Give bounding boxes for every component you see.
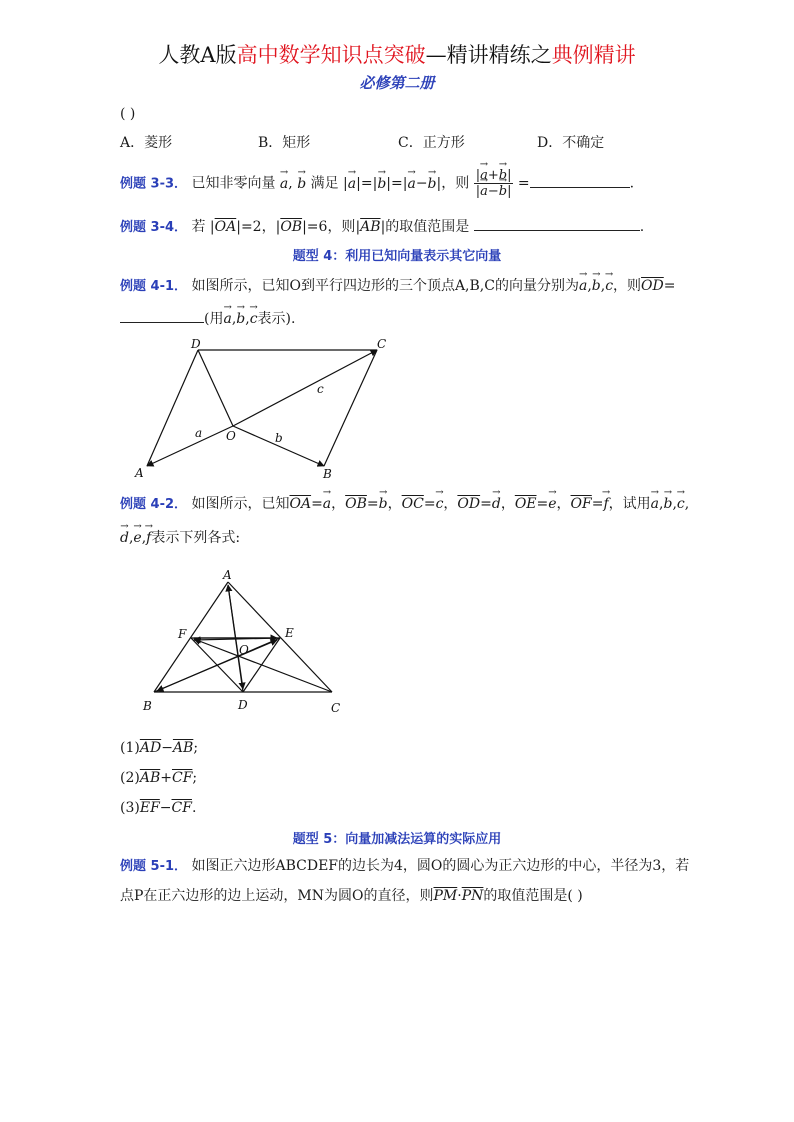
label-f-point: F — [178, 627, 187, 641]
example-5-1: 例题 5-1． 如图正六边形ABCDEF的边长为4，圆O的圆心为正六边形的中心，半径为3，若 — [120, 858, 690, 874]
title-part3: —精讲精练之 — [425, 43, 552, 67]
label-o-point: O — [226, 429, 236, 443]
option-c: C．正方形 — [398, 135, 465, 151]
option-d: D．不确定 — [537, 135, 605, 151]
label-vector-c: c — [317, 382, 324, 396]
label-b-point: B — [143, 699, 152, 713]
label-o-point: O — [239, 643, 249, 657]
label-d-point: D — [238, 698, 248, 712]
title-part1: 人教A版 — [158, 43, 237, 67]
sub-item-2: $(2)\overline{AB}+\overline{CF}$; — [120, 770, 198, 786]
label-c-point: C — [377, 337, 387, 351]
sub-item-1: $(1)\overline{AD}-\overline{AB}$; — [120, 740, 199, 756]
topic-4-heading: 题型 4：利用已知向量表示其它向量 — [292, 249, 502, 264]
example-5-1-line2: 点P在正六边形的边上运动，MN为圆O的直径，则$\overline{PM}\cdot\overline{PN}$的取值范围是( ) — [120, 888, 583, 904]
label-d-point: D — [191, 337, 201, 351]
example-3-3: 例题 3-3． 已知非零向量 → a, → b 满足 |→ a|=|→ b|=|→ a−→ b|，则 $\frac{|\to a+\to b|}{|\to a-\to b|}$ = . — [120, 168, 634, 208]
example-4-1: 例题 4-1． 如图所示，已知O到平行四边形的三个顶点A,B,C的向量分别为→ a,→ b,→ c，则$\overline{OD}=$ — [120, 276, 675, 297]
triangle-figure — [135, 565, 350, 720]
vector-c — [233, 350, 377, 426]
label-a-point: A — [135, 466, 144, 480]
fraction: $\frac{|\to a+\to b|}{|\to a-\to b|}$ — [474, 168, 514, 199]
example-4-1-line2: (用→ a,→ b,→ c表示). — [120, 308, 295, 329]
label-c-point: C — [331, 701, 341, 715]
example-label: 例题 5-1． — [120, 859, 188, 874]
label-vector-b: b — [275, 431, 283, 445]
label-e-point: E — [285, 626, 294, 640]
label-a-point: A — [223, 568, 232, 582]
answer-blank[interactable] — [120, 308, 204, 323]
edge-ad — [147, 350, 198, 466]
edge-cb — [324, 350, 377, 466]
option-b: B．矩形 — [258, 135, 311, 151]
sub-item-3: $(3)\overline{EF}-\overline{CF}$. — [120, 800, 197, 816]
example-4-2: 例题 4-2． 如图所示，已知$\overline{OA}=\to a$，$\overline{OB}=\to b$，$\overline{OC}=\to c$，$\overline{OD}=\to d$，$\overline{OE}=\to e$，$\overline{OF}=\to f$，试用→ a,→ b,→ c, — [120, 494, 689, 515]
answer-blank[interactable] — [530, 173, 630, 188]
page-title — [0, 40, 794, 70]
edge-ac — [228, 582, 332, 692]
answer-paren: ( ) — [120, 106, 136, 122]
example-label: 例题 4-1． — [120, 279, 188, 294]
example-3-4: 例题 3-4． 若 $|\overline{OA}|=2$，$|\overline{OB}|=6$，则$|\overline{AB}|$的取值范围是 . — [120, 216, 644, 238]
example-4-2-line2: → d,→ e,→ f表示下列各式: — [120, 528, 240, 548]
segment-do — [198, 350, 233, 426]
parallelogram-figure — [125, 335, 395, 480]
title-part2: 高中数学知识点突破 — [236, 43, 426, 67]
option-a: A．菱形 — [120, 135, 173, 151]
vector-a — [147, 426, 233, 466]
example-label: 例题 3-3． — [120, 176, 188, 192]
label-b-point: B — [323, 467, 332, 480]
label-vector-a: a — [195, 426, 203, 440]
example-label: 例题 3-4． — [120, 220, 188, 235]
topic-5-heading: 题型 5：向量加减法运算的实际应用 — [292, 832, 502, 847]
edge-ab — [154, 582, 228, 692]
vector-ad — [228, 585, 243, 689]
title-part4: 典例精讲 — [551, 43, 636, 67]
example-label: 例题 4-2． — [120, 497, 188, 512]
page-subtitle: 必修第二册 — [359, 74, 435, 92]
answer-blank[interactable] — [474, 216, 640, 231]
